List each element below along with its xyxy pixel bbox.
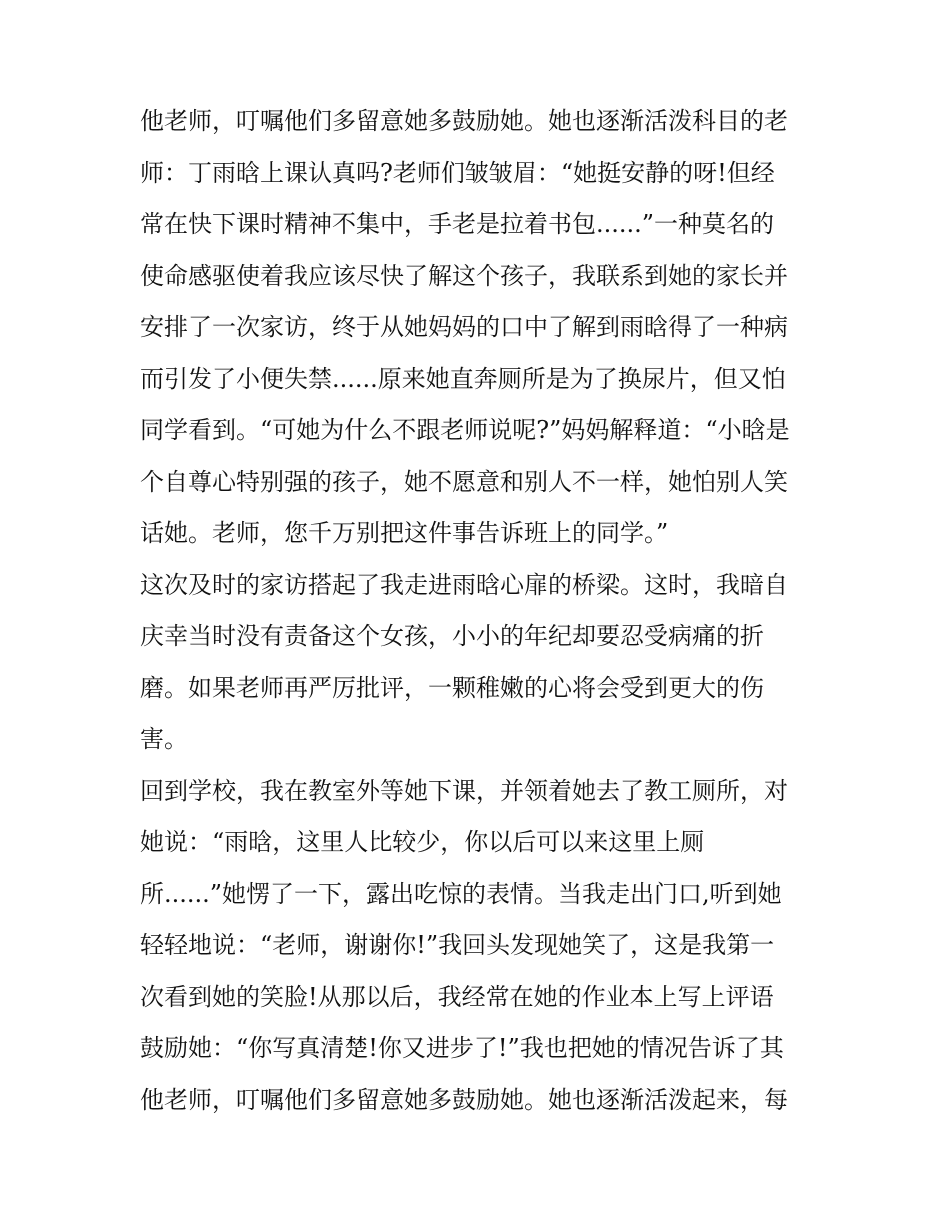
text-line: 回到学校，我在教室外等她下课，并领着她去了教工厕所，对 bbox=[140, 776, 788, 805]
text-line: 常在快下课时精神不集中，手老是拉着书包......”一种莫名的 bbox=[140, 210, 775, 238]
text-line: 同学看到。“可她为什么不跟老师说呢?”妈妈解释道：“小晗是 bbox=[140, 416, 790, 444]
text-line: 她说：“雨晗，这里人比较少，你以后可以来这里上厕 bbox=[140, 828, 705, 856]
text-line: 他老师，叮嘱他们多留意她多鼓励她。她也逐渐活泼起来，每 bbox=[140, 1085, 788, 1114]
text-line: 所......”她愣了一下，露出吃惊的表情。当我走出门口,听到她 bbox=[140, 879, 782, 908]
text-line: 害。 bbox=[140, 725, 188, 753]
text-line: 次看到她的笑脸!从那以后，我经常在她的作业本上写上评语 bbox=[140, 982, 774, 1011]
text-line: 个自尊心特别强的孩子，她不愿意和别人不一样，她怕别人笑 bbox=[140, 467, 788, 496]
text-line: 鼓励她：“你写真清楚!你又进步了!”我也把她的情况告诉了其 bbox=[140, 1034, 784, 1062]
text-line: 他老师，叮嘱他们多留意她多鼓励她。她也逐渐活泼科目的老 bbox=[140, 107, 788, 135]
text-line: 轻轻地说：“老师，谢谢你!”我回头发现她笑了，这是我第一 bbox=[140, 931, 775, 959]
text-line: 庆幸当时没有责备这个女孩，小小的年纪却要忍受病痛的折 bbox=[140, 622, 764, 650]
text-line: 使命感驱使着我应该尽快了解这个孩子，我联系到她的家长并 bbox=[140, 261, 788, 290]
text-line: 而引发了小便失禁......原来她直奔厕所是为了换尿片，但又怕 bbox=[140, 364, 786, 393]
text-line: 磨。如果老师再严厉批评，一颗稚嫩的心将会受到更大的伤 bbox=[140, 673, 764, 702]
text-line: 师：丁雨晗上课认真吗?老师们皱皱眉：“她挺安静的呀!但经 bbox=[140, 158, 775, 187]
text-line: 这次及时的家访搭起了我走进雨晗心扉的桥梁。这时，我暗自 bbox=[140, 570, 788, 599]
text-line: 安排了一次家访，终于从她妈妈的口中了解到雨晗得了一种病 bbox=[140, 313, 788, 341]
text-line: 话她。老师，您千万别把这件事告诉班上的同学。” bbox=[140, 519, 669, 547]
